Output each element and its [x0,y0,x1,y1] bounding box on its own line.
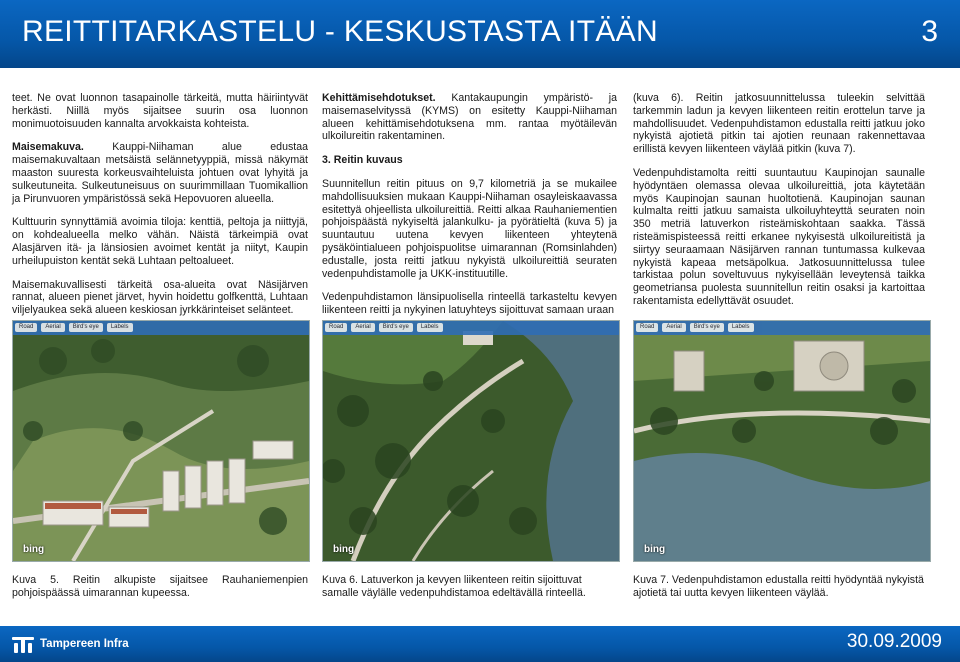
organization-logo [12,634,129,654]
toolbar-item-birdseye: Bird's eye [69,323,103,332]
page-footer [0,626,960,662]
toolbar-item-road: Road [325,323,347,332]
organization-name: Tampereen Infra [40,638,129,650]
bing-watermark: bing [644,544,666,555]
caption-kuva-7: Kuva 7. Vedenpuhdistamon edustalla reitti hyödyntää nykyistä ajotietä tai uutta kevyen liikenteen väylää. [633,574,924,599]
aerial-image [323,321,619,561]
paragraph: Vedenpuhdistamon länsipuolisella rinteellä tarkasteltu kevyen liikenteen reitti ja nykyinen latuyhteys sijoittuvat samaan uraan [322,291,617,317]
paragraph: teet. Ne ovat luonnon tasapainolle tärkeitä, mutta häiriintyvät herkästi. Niillä myös sijaitsee suurin osa luonnon monimuotoisuuden kannalta arvokkaista kohteista. [12,92,308,130]
section-heading: 3. Reitin kuvaus [322,154,403,167]
text-column-3 [633,92,925,319]
map-toolbar [323,321,619,335]
text-column-1 [12,92,308,328]
paragraph [322,92,617,143]
paragraph [12,141,308,205]
document-date: 30.09.2009 [846,631,942,652]
toolbar-item-aerial: Aerial [41,323,64,332]
paragraph-text: Kantakaupungin ympäristö- ja maisemaselvityssä (KYMS) on esitetty Kauppi-Niihaman alueen kehittämisehdotuksena mm. rantaa myötäilevän ulkoilureitin rakentaminen. [322,92,617,143]
page-number: 3 [921,15,938,48]
toolbar-item-birdseye: Bird's eye [379,323,413,332]
paragraph: Suunnitellun reitin pituus on 9,7 kilometriä ja se mukailee mahdollisuuksien mukaan Kauppi-Niihaman osayleiskaavassa esitettyä ohjeellista ulkoilureittiä. Reitti alkaa Rauhaniementien pohjoispäästä nykyiseltä jalankulku- ja pyörätieltä (kuva 5) ja suuntautuu uutena kevyen liikenteen yhteytenä pysäköintialueen pohjoispuolitse uimarannan (Romsinlahden) edustalle, josta reitti jatkuu nykyistä ulkoilureittiä seuraten vedenpuhdistamolle ja UKK-instituutille. [322,177,617,280]
toolbar-item-aerial: Aerial [662,323,685,332]
toolbar-item-aerial: Aerial [351,323,374,332]
aerial-photo-kuva-6 [322,320,620,562]
aerial-image [634,321,930,561]
caption-kuva-6: Kuva 6. Latuverkon ja kevyen liikenteen reitin sijoittuvat samalle väylälle vedenpuhdistamoa edeltävällä rinteellä. [322,574,586,599]
aerial-photo-kuva-5 [12,320,310,562]
paragraph: Maisemakuvallisesti tärkeitä osa-alueita ovat Näsijärven rannat, alueen pienet järvet, hyvin hoidettu golfkenttä, Luhtaan viljelyaukea sekä alueen keskiosan jyrkkärinteiset selänteet. [12,278,308,317]
toolbar-item-labels: Labels [728,323,754,332]
toolbar-item-birdseye: Bird's eye [690,323,724,332]
map-toolbar [634,321,930,335]
aerial-photo-kuva-7 [633,320,931,562]
text-column-2 [322,92,617,328]
paragraph-heading: Kehittämisehdotukset. [322,92,436,104]
bing-watermark: bing [23,544,45,555]
toolbar-item-road: Road [15,323,37,332]
toolbar-item-road: Road [636,323,658,332]
paragraph-heading: Maisemakuva. [12,141,84,154]
logo-mark-icon [12,635,34,653]
paragraph: Kulttuurin synnyttämiä avoimia tiloja: kenttiä, peltoja ja niittyjä, on kohdealueella melko vähän. Näistä tärkeimpiä ovat Alasjärven itä- ja länsiosien avoimet kentät ja niityt, Kaupin urheilupuiston kentät sekä Luhtaan peltoalueet. [12,216,308,267]
page-title: REITTITARKASTELU - KESKUSTASTA ITÄÄN [22,15,658,48]
caption-kuva-5: Kuva 5. Reitin alkupiste sijaitsee Rauhaniemenpien pohjoispäässä uimarannan kupeessa. [12,574,308,599]
paragraph: Vedenpuhdistamolta reitti suuntautuu Kaupinojan saunalle hyödyntäen olemassa olevaa ulkoilureittiä, jota käytetään myös Kaupinojan saunan huoltotienä. Kaupinojan saunan kulmalta reitti jatkuu samaista ulkoiluyhteyttä seuraten noin 350 metriä latuverkon risteämiskohtaan saakka. Tässä risteämispisteessä reitti erkanee nykyisestä ulkoilureitistä ja siirtyy seuraamaan Näsijärven rannan tuntumassa kulkevaa nykyistä kapeaa metsäpolkua. Jatkosuunnittelussa tulee tarkistaa polun soveltuvuus nykyisellään leveytensä taikka geometriansa puolesta suunnitellun reitin osaksi ja kartoittaa rakentamista edellyttävät osuudet. [633,166,925,307]
page-header [0,0,960,68]
paragraph: (kuva 6). Reitin jatkosuunnittelussa tuleekin selvittää tarkemmin ladun ja kevyen liikenteen reitin erottelun tarve ja mahdollisuudet. Vedenpuhdistamon edustalla reitti jatkuu joko nykyistä ajotietä pitkin tai ajotien reunaan rakennettavaa erillistä kevyen liikenteen väylää pitkin (kuva 7). [633,92,925,156]
aerial-image [13,321,309,561]
bing-watermark: bing [333,544,355,555]
paragraph-text: Kauppi-Niihaman alue edustaa maisemakuvaltaan metsäistä selännetyyppiä, missä näkymät maaston suuresta korkeusvaihteluista johtuen ovat lyhyitä ja sulkeutuneita. Sulkeutuneisuus on suurimmillaan Tuomikallion ja Pirunvuoren ympäristössä sekä Hepovuoren alueella. [12,141,308,205]
map-toolbar [13,321,309,335]
toolbar-item-labels: Labels [417,323,443,332]
toolbar-item-labels: Labels [107,323,133,332]
